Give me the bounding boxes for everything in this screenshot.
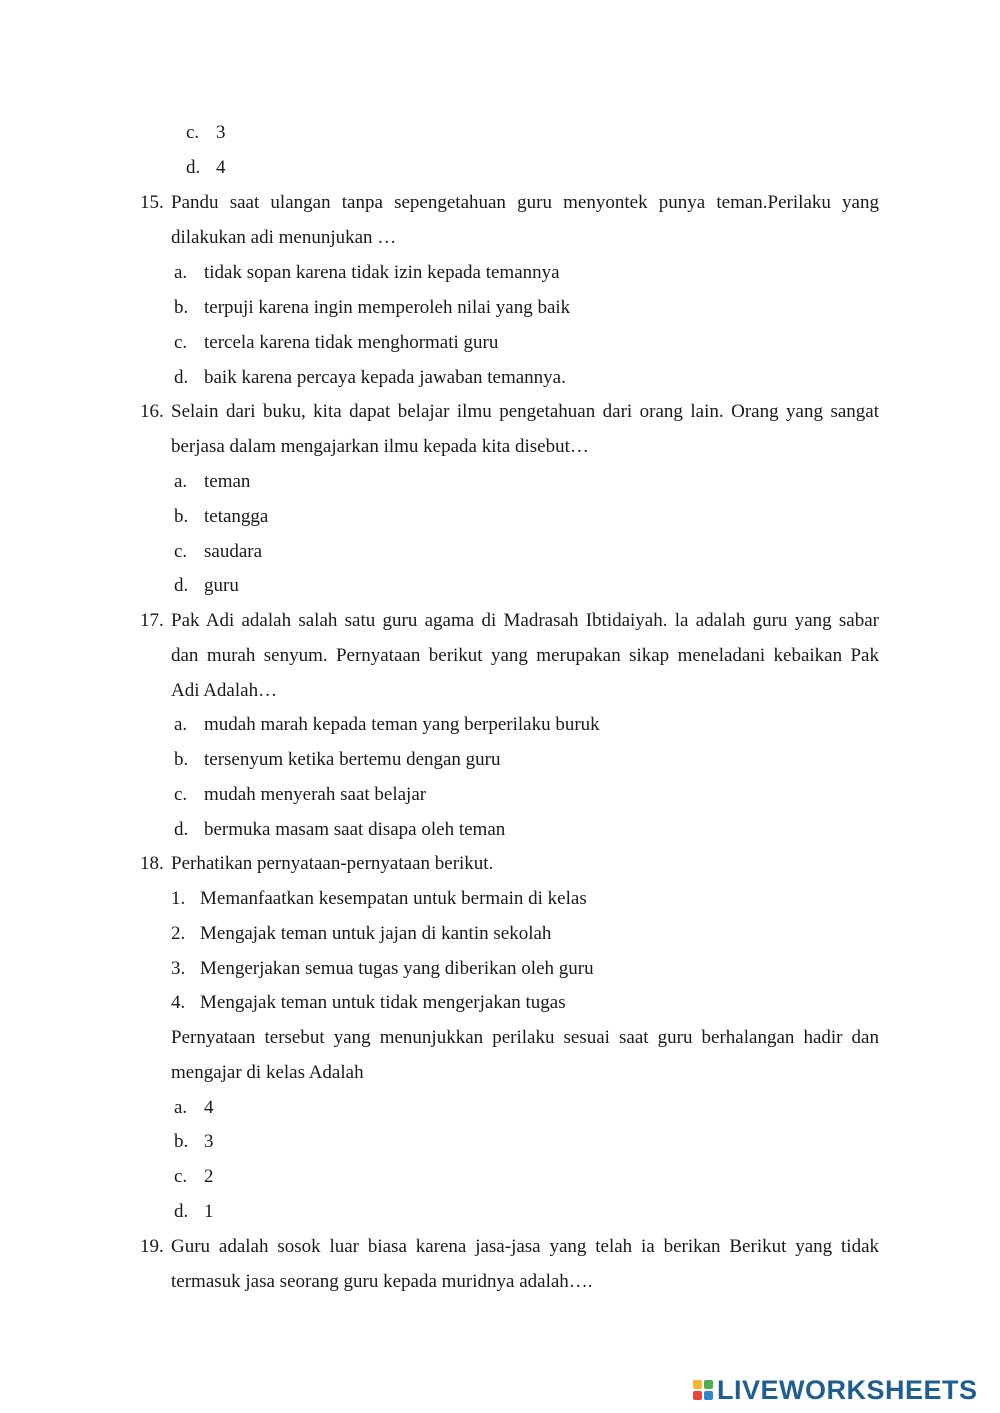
option-text: 4: [216, 157, 226, 178]
statement-text: Mengajak teman untuk jajan di kantin sekolah: [200, 923, 552, 944]
statement-label: 4.: [171, 992, 186, 1013]
option-text: tersenyum ketika bertemu dengan guru: [204, 749, 501, 770]
option-label: a.: [174, 471, 188, 492]
liveworksheets-logo[interactable]: [693, 1374, 978, 1406]
option-label: c.: [174, 1166, 188, 1187]
option-text: teman: [204, 471, 251, 492]
option-text: saudara: [204, 541, 263, 562]
option-text: mudah menyerah saat belajar: [204, 784, 427, 805]
option-label: b.: [174, 297, 189, 318]
option-label: d.: [174, 1201, 189, 1222]
option-label: b.: [174, 506, 189, 527]
option-text: 4: [204, 1097, 214, 1118]
question-text: berjasa dalam mengajarkan ilmu kepada kita disebut…: [171, 436, 589, 457]
question-text: Pandu saat ulangan tanpa sepengetahuan guru menyontek punya teman.Perilaku yang: [171, 192, 879, 213]
option-text: mudah marah kepada teman yang berperilaku buruk: [204, 714, 600, 735]
option-label: c.: [174, 784, 188, 805]
question-text: Perhatikan pernyataan-pernyataan berikut.: [171, 853, 494, 874]
option-label: b.: [174, 1131, 189, 1152]
option-text: bermuka masam saat disapa oleh teman: [204, 819, 506, 840]
question-text: termasuk jasa seorang guru kepada muridnya adalah….: [171, 1271, 593, 1292]
statement-label: 3.: [171, 958, 186, 979]
option-text: 1: [204, 1201, 214, 1222]
question-text: dan murah senyum. Pernyataan berikut yang merupakan sikap meneladani kebaikan Pak: [171, 645, 879, 666]
logo-text: LIVEWORKSHEETS: [717, 1374, 978, 1405]
question-number: 17.: [140, 610, 164, 631]
option-label: d.: [174, 819, 189, 840]
statement-label: 2.: [171, 923, 186, 944]
logo-mark-icon: [693, 1380, 713, 1400]
option-text: 3: [204, 1131, 214, 1152]
question-number: 18.: [140, 853, 164, 874]
option-label: d.: [186, 157, 201, 178]
option-text: 2: [204, 1166, 214, 1187]
question-number: 15.: [140, 192, 164, 213]
option-text: baik karena percaya kepada jawaban temannya.: [204, 367, 566, 388]
question-text: mengajar di kelas Adalah: [171, 1062, 364, 1083]
option-label: a.: [174, 1097, 188, 1118]
statement-text: Mengajak teman untuk tidak mengerjakan tugas: [200, 992, 566, 1013]
option-label: c.: [186, 122, 200, 143]
question-text: dilakukan adi menunjukan …: [171, 227, 397, 248]
option-label: a.: [174, 262, 188, 283]
question-number: 16.: [140, 401, 164, 422]
question-text: Pak Adi adalah salah satu guru agama di Madrasah Ibtidaiyah. la adalah guru yang sabar: [171, 610, 879, 631]
option-text: terpuji karena ingin memperoleh nilai yang baik: [204, 297, 571, 318]
option-text: 3: [216, 122, 226, 143]
option-label: c.: [174, 541, 188, 562]
statement-label: 1.: [171, 888, 186, 909]
option-text: tercela karena tidak menghormati guru: [204, 332, 499, 353]
question-text: Guru adalah sosok luar biasa karena jasa-jasa yang telah ia berikan Berikut yang tidak: [171, 1236, 879, 1257]
option-text: tetangga: [204, 506, 269, 527]
option-label: a.: [174, 714, 188, 735]
question-text: Selain dari buku, kita dapat belajar ilmu pengetahuan dari orang lain. Orang yang sangat: [171, 401, 879, 422]
question-text: Pernyataan tersebut yang menunjukkan perilaku sesuai saat guru berhalangan hadir dan: [171, 1027, 879, 1048]
statement-text: Memanfaatkan kesempatan untuk bermain di kelas: [200, 888, 587, 909]
question-number: 19.: [140, 1236, 164, 1257]
option-text: tidak sopan karena tidak izin kepada temannya: [204, 262, 560, 283]
option-label: c.: [174, 332, 188, 353]
option-text: guru: [204, 575, 239, 596]
option-label: d.: [174, 575, 189, 596]
statement-text: Mengerjakan semua tugas yang diberikan oleh guru: [200, 958, 594, 979]
option-label: d.: [174, 367, 189, 388]
question-text: Adi Adalah…: [171, 680, 278, 701]
option-label: b.: [174, 749, 189, 770]
